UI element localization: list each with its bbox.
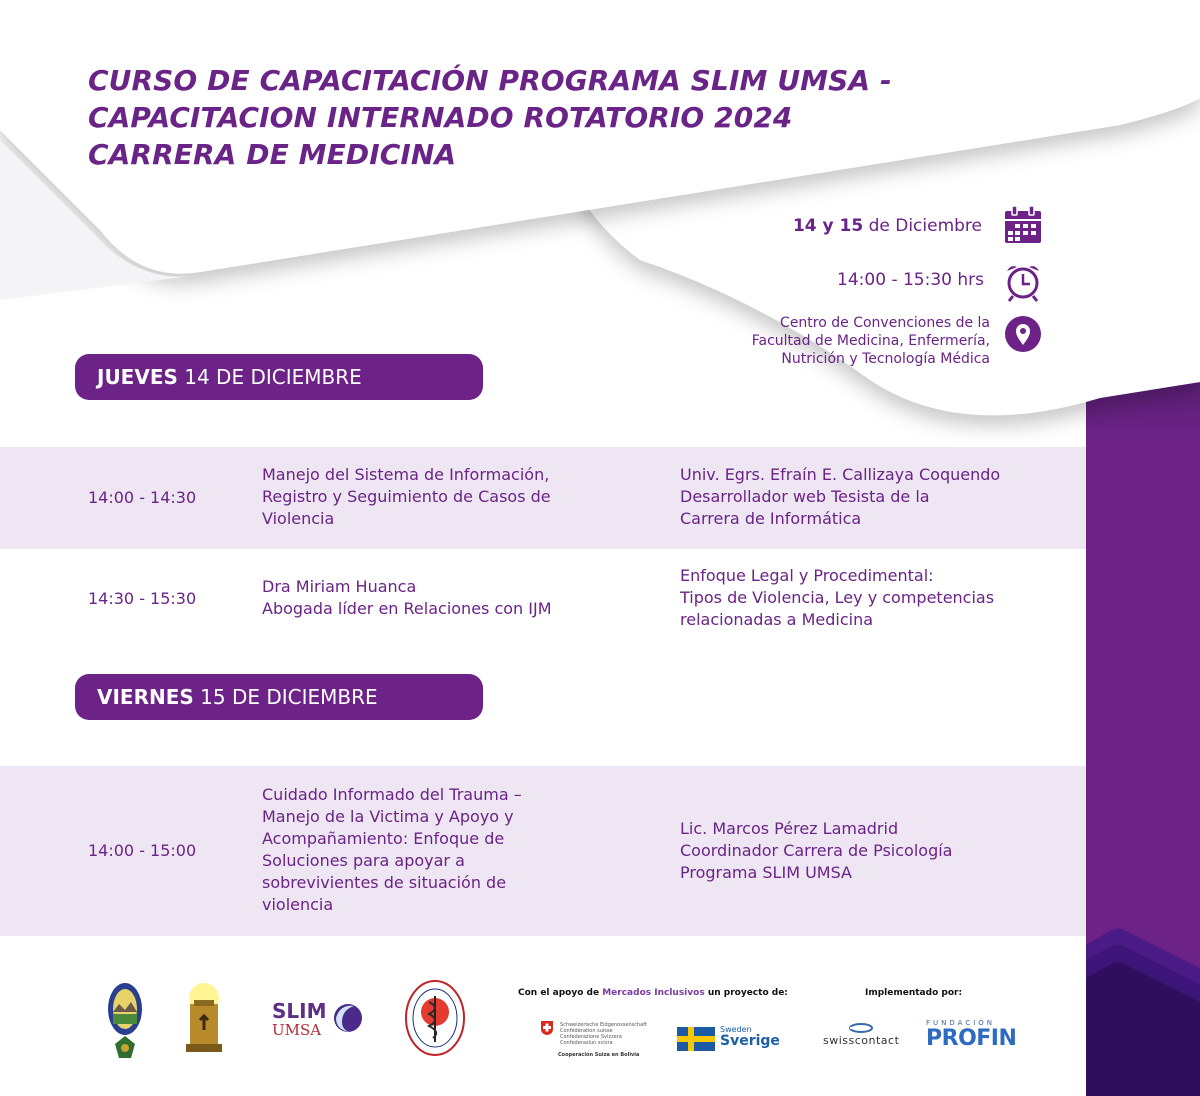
swiss-line: Confederazione Svizzera (560, 1034, 622, 1040)
topic-line: Enfoque Legal y Procedimental: (680, 566, 934, 585)
day-date: 14 DE DICIEMBRE (177, 365, 362, 389)
session-topic (262, 784, 572, 916)
slim-swirl-icon (332, 1000, 364, 1036)
fundacion-label: FUNDACIÓN (926, 1019, 996, 1027)
mercados-inclusivos-label: Mercados Inclusivos (602, 988, 705, 998)
day-date: 15 DE DICIEMBRE (193, 685, 378, 709)
location-pin-icon (1003, 314, 1043, 354)
session-speaker (680, 818, 1080, 884)
session-speaker (680, 464, 1080, 530)
speaker-line: Univ. Egrs. Efraín E. Callizaya Coquendo (680, 465, 1001, 484)
umsa-crest-logo (105, 982, 145, 1060)
implemented-by-caption: Implementado por: (865, 988, 963, 998)
day-name: VIERNES (97, 685, 194, 709)
session-row (0, 447, 1086, 549)
speaker-line: Desarrollador web Tesista de la (680, 487, 930, 506)
swiss-confederation-text (560, 1022, 647, 1046)
topic-line: Soluciones para apoyar a (262, 851, 465, 870)
speaker-line: Programa SLIM UMSA (680, 863, 852, 882)
sweden-sverige-logo (720, 1025, 780, 1048)
session-row (0, 766, 1086, 936)
swiss-line: Confederaziun svizra (560, 1040, 613, 1046)
day-name: JUEVES (97, 365, 178, 389)
swiss-confederation-logo (540, 1020, 554, 1036)
session-topic (262, 464, 642, 530)
topic-line: Manejo del Sistema de Información, (262, 465, 550, 484)
swisscontact-logo: swisscontact (823, 1034, 900, 1047)
event-date (793, 216, 982, 236)
topic-line: violencia (262, 895, 334, 914)
session-topic (680, 565, 1080, 631)
slim-logo-text: SLIM (272, 999, 327, 1023)
speaker-line: Coordinador Carrera de Psicología (680, 841, 953, 860)
umsa-logo-text: UMSA (272, 1021, 322, 1039)
fundacion-profin-logo: PROFIN (926, 1026, 1017, 1051)
page-title (88, 62, 1048, 173)
calendar-icon (1003, 205, 1043, 245)
topic-line: relacionadas a Medicina (680, 610, 874, 629)
swiss-cooperation-label: Cooperación Suiza en Bolivia (558, 1052, 640, 1058)
topic-line: Tipos de Violencia, Ley y competencias (680, 588, 995, 607)
event-time: 14:00 - 15:30 hrs (837, 270, 984, 290)
venue-line-1: Centro de Convenciones de la (780, 315, 990, 331)
session-time: 14:00 - 14:30 (88, 488, 197, 507)
title-line-2: CAPACITACION INTERNADO ROTATORIO 2024 (88, 101, 793, 134)
topic-line: sobrevivientes de situación de (262, 873, 507, 892)
alarm-clock-icon (1003, 262, 1043, 302)
swiss-line: Schweizerische Eidgenossenschaft (560, 1022, 647, 1028)
support-suffix: un proyecto de: (704, 988, 788, 998)
topic-line: Registro y Seguimiento de Casos de (262, 487, 551, 506)
topic-line: Manejo de la Victima y Apoyo y (262, 807, 514, 826)
event-date-days: 14 y 15 (792, 216, 864, 236)
sweden-text: Sweden (720, 1025, 752, 1034)
title-line-1: CURSO DE CAPACITACIÓN PROGRAMA SLIM UMSA - (88, 64, 892, 97)
speaker-line: Dra Miriam Huanca (262, 577, 417, 596)
swiss-line: Confédération suisse (560, 1028, 613, 1034)
title-line-3: CARRERA DE MEDICINA (88, 138, 457, 171)
speaker-line: Lic. Marcos Pérez Lamadrid (680, 819, 899, 838)
event-venue (752, 314, 990, 368)
speaker-line: Abogada líder en Relaciones con IJM (262, 599, 552, 618)
sweden-flag-icon (677, 1027, 715, 1051)
venue-line-3: Nutrición y Tecnología Médica (781, 351, 990, 367)
session-row (0, 549, 1086, 649)
topic-line: Violencia (262, 509, 335, 528)
speaker-line: Carrera de Informática (680, 509, 862, 528)
day-header-friday (75, 674, 483, 720)
event-date-month: de Diciembre (863, 216, 982, 236)
venue-line-2: Facultad de Medicina, Enfermería, (751, 333, 990, 349)
building-logo (182, 982, 226, 1054)
session-time: 14:00 - 15:00 (88, 841, 197, 860)
swisscontact-swirl-icon (848, 1022, 874, 1034)
facultad-medicina-logo (403, 978, 467, 1058)
topic-line: Cuidado Informado del Trauma – (262, 785, 522, 804)
sverige-text: Sverige (720, 1033, 780, 1049)
support-prefix: Con el apoyo de (518, 988, 603, 998)
support-caption (518, 988, 788, 998)
topic-line: Acompañamiento: Enfoque de (262, 829, 505, 848)
slim-umsa-logo (272, 1000, 327, 1038)
session-speaker (262, 576, 642, 620)
session-time: 14:30 - 15:30 (88, 589, 197, 608)
day-header-thursday (75, 354, 483, 400)
